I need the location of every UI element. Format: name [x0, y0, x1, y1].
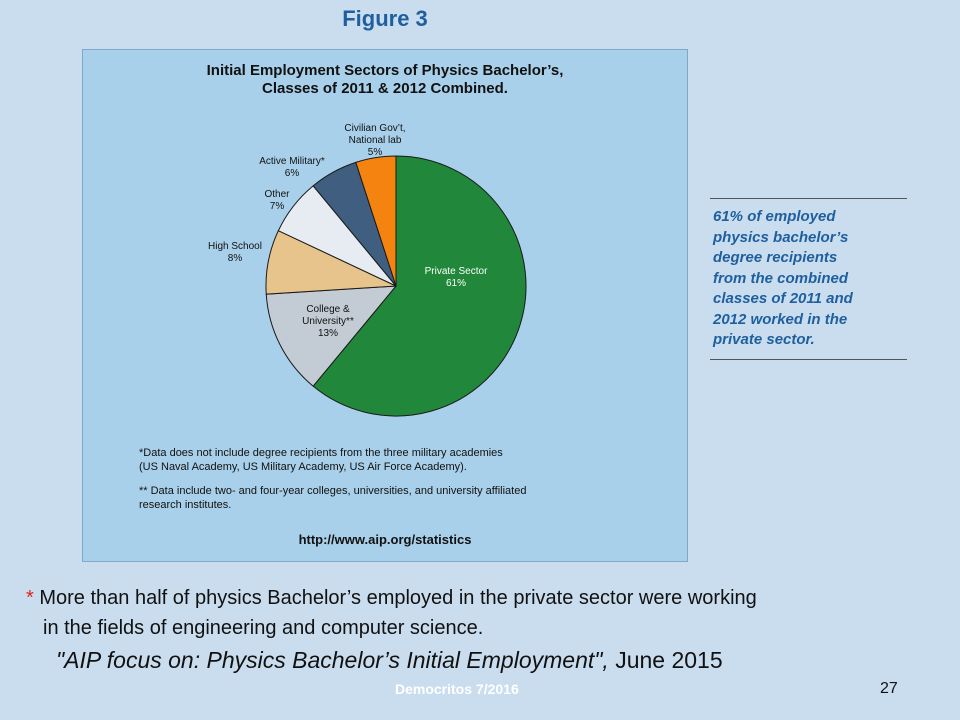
pie-label-4 — [259, 156, 325, 179]
callout-line-4: from the combined — [713, 269, 849, 287]
pie-label-4-line-0: Active Military* — [259, 156, 325, 167]
pie-label-1-line-0: College & — [306, 304, 350, 315]
footnote-military — [139, 446, 659, 474]
footnote-military-line-1: *Data does not include degree recipients from the three military academies — [139, 447, 503, 459]
footnote-military-line-2: (US Naval Academy, US Military Academy, US Air Force Academy). — [139, 461, 467, 473]
callout-line-6: 2012 worked in the — [713, 310, 848, 328]
pie-label-3-line-1: 7% — [269, 201, 285, 212]
footnote-college-line-2: research institutes. — [139, 499, 232, 511]
citation-date: June 2015 — [615, 647, 723, 673]
callout-line-3: degree recipients — [713, 249, 838, 266]
footer-event: Democritos 7/2016 — [395, 681, 519, 697]
callout-line-5: classes of 2011 and — [713, 290, 853, 307]
pie-label-1-line-2: 13% — [317, 328, 339, 339]
citation — [56, 647, 723, 674]
citation-title: "AIP focus on: Physics Bachelor’s Initial Employment", — [56, 647, 609, 673]
callout-line-7: private sector. — [713, 331, 815, 348]
footnote-college-line-1: ** Data include two- and four-year colleges, universities, and university affiliated — [139, 485, 527, 497]
pie-label-2-line-0: High School — [208, 241, 262, 252]
pie-chart — [83, 50, 687, 450]
bullet-line-1-text: More than half of physics Bachelor’s employed in the private sector were working — [39, 587, 757, 609]
bullet-star: * — [26, 587, 34, 609]
callout-line-2: physics bachelor’s — [713, 228, 849, 246]
pie-label-3 — [264, 189, 290, 212]
chart-panel — [82, 49, 688, 562]
footnote-college — [139, 484, 659, 512]
pie-label-5-line-2: 5% — [367, 147, 383, 158]
pie-label-5-line-1: National lab — [348, 135, 402, 146]
chart-title-line-1: Initial Employment Sectors of Physics Bachelor’s, — [206, 62, 564, 79]
bullet-text — [26, 583, 757, 643]
pie-label-3-line-0: Other — [264, 189, 290, 200]
pie-label-5 — [344, 123, 405, 158]
pie-label-0-line-0: Private Sector — [424, 266, 488, 277]
pie-label-2 — [208, 241, 262, 264]
bullet-line-2: in the fields of engineering and computer science. — [43, 617, 484, 639]
page-number: 27 — [880, 680, 898, 697]
chart-title-line-2: Classes of 2011 & 2012 Combined. — [262, 80, 508, 97]
source-url: http://www.aip.org/statistics — [298, 532, 472, 547]
pie-label-2-line-1: 8% — [227, 253, 243, 264]
pie-label-1-line-1: University** — [302, 316, 354, 327]
pie-label-5-line-0: Civilian Gov’t, — [344, 123, 406, 134]
side-callout — [710, 198, 907, 360]
pie-label-4-line-1: 6% — [284, 168, 300, 179]
callout-line-1: 61% of employed — [713, 208, 836, 225]
bullet-line-1 — [26, 583, 757, 613]
chart-footnotes — [139, 446, 659, 522]
figure-label: Figure 3 — [342, 6, 428, 31]
pie-label-0-line-1: 61% — [445, 278, 467, 289]
